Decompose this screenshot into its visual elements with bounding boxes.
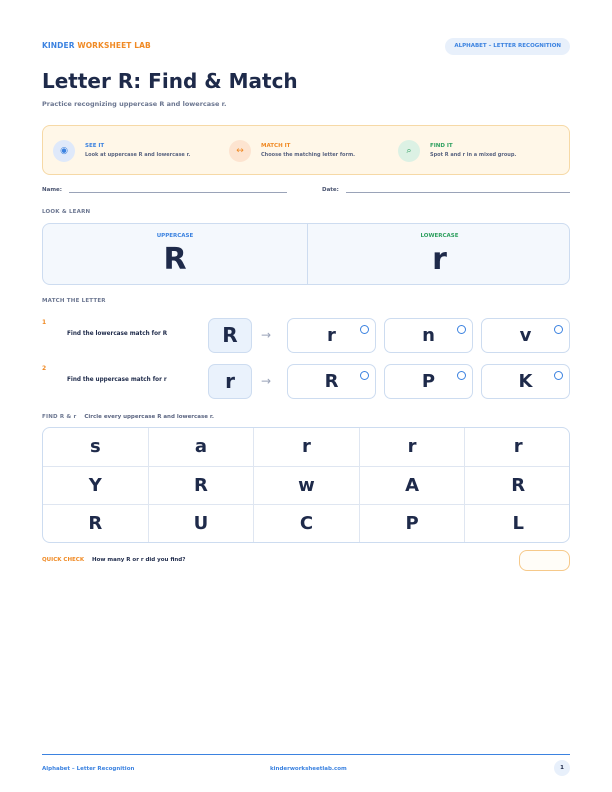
step-description: Spot R and r in a mixed group. [430,152,517,158]
grid-letter-cell[interactable]: P [360,505,466,543]
grid-letter-cell[interactable]: L [512,513,524,535]
radio-circle-icon[interactable] [360,325,369,334]
look-learn-card [42,223,570,285]
answer-option[interactable] [481,364,570,399]
step-title: SEE IT [85,143,105,149]
radio-circle-icon[interactable] [554,371,563,380]
brand-part-2: WORKSHEET LAB [77,41,151,50]
eye-icon: ◉ [53,140,75,162]
page-number: 1 [554,760,570,776]
answer-option[interactable] [287,318,376,353]
grid-letter-cell[interactable]: r [360,428,466,467]
swap-arrows-icon: ↔ [229,140,251,162]
answer-option[interactable] [287,364,376,399]
page-subtitle: Practice recognizing uppercase R and lowercase r. [42,100,227,108]
section-look-learn: LOOK & LEARN [42,209,91,215]
option-letter: R [324,371,339,392]
grid-letter-cell[interactable]: Y [43,467,149,506]
match-row-1 [42,316,570,354]
match-row-2 [42,362,570,400]
lowercase-label: LOWERCASE [420,233,459,239]
lowercase-letter: r [432,242,447,277]
arrow-right-icon: → [261,328,272,342]
grid-letter-cell[interactable]: A [360,467,466,506]
radio-circle-icon[interactable] [457,371,466,380]
topic-badge: ALPHABET – LETTER RECOGNITION [445,38,570,55]
date-label: Date: [322,187,339,193]
footer-divider [42,754,570,755]
grid-letter-cell[interactable]: a [149,428,255,467]
lowercase-panel [307,224,570,285]
question-prompt: Find the uppercase match for r [67,377,167,383]
step-title: MATCH IT [261,143,291,149]
find-header [42,414,214,420]
grid-letter-cell[interactable]: r [254,428,360,467]
answer-option[interactable] [384,318,473,353]
radio-circle-icon[interactable] [554,325,563,334]
grid-letter-cell[interactable]: w [254,467,360,506]
option-letter: K [518,371,533,392]
radio-circle-icon[interactable] [457,325,466,334]
uppercase-letter: R [163,242,187,277]
target-letter: R [208,318,252,353]
quick-check-question: How many R or r did you find? [92,557,186,563]
option-letter: v [519,325,532,346]
option-letter: r [327,325,336,346]
answer-box[interactable] [519,550,570,571]
letter-grid [42,427,570,543]
question-prompt: Find the lowercase match for R [67,331,168,337]
uppercase-label: UPPERCASE [156,233,194,239]
option-letter: n [422,325,435,346]
answer-option[interactable] [481,318,570,353]
brand-logo [42,41,151,50]
grid-letter-cell[interactable]: R [149,467,255,506]
magnifier-icon: ⌕ [398,140,420,162]
step-description: Choose the matching letter form. [261,152,356,158]
step-title: FIND IT [430,143,453,149]
grid-letter-cell[interactable]: R [43,505,149,543]
grid-letter-cell[interactable]: R [465,467,570,506]
name-label: Name: [42,187,62,193]
name-field[interactable] [69,192,287,193]
steps-banner [42,125,570,175]
step-description: Look at uppercase R and lowercase r. [85,152,191,158]
name-date-row [42,187,570,197]
find-instruction: Circle every uppercase R and lowercase r. [84,414,214,420]
grid-letter-cell[interactable]: s [43,428,149,467]
question-number: 1 [42,319,47,326]
grid-letter-cell[interactable]: U [149,505,255,543]
quick-check-label: QUICK CHECK [42,557,85,563]
option-letter: P [421,371,436,392]
brand-part-1: KINDER [42,41,75,50]
grid-letter-cell[interactable]: r [465,428,570,467]
date-field[interactable] [346,192,570,193]
top-bar [42,38,570,56]
page-title: Letter R: Find & Match [42,69,298,93]
arrow-right-icon: → [261,374,272,388]
grid-letter-cell[interactable]: C [254,505,360,543]
quick-check [42,557,185,563]
uppercase-panel [43,224,307,285]
footer-website: kinderworksheetlab.com [270,766,347,772]
answer-option[interactable] [384,364,473,399]
target-letter: r [208,364,252,399]
question-number: 2 [42,365,47,372]
footer-left: Alphabet – Letter Recognition [42,766,135,772]
section-match-letter: MATCH THE LETTER [42,298,106,304]
find-label: FIND R & r [42,414,77,420]
radio-circle-icon[interactable] [360,371,369,380]
